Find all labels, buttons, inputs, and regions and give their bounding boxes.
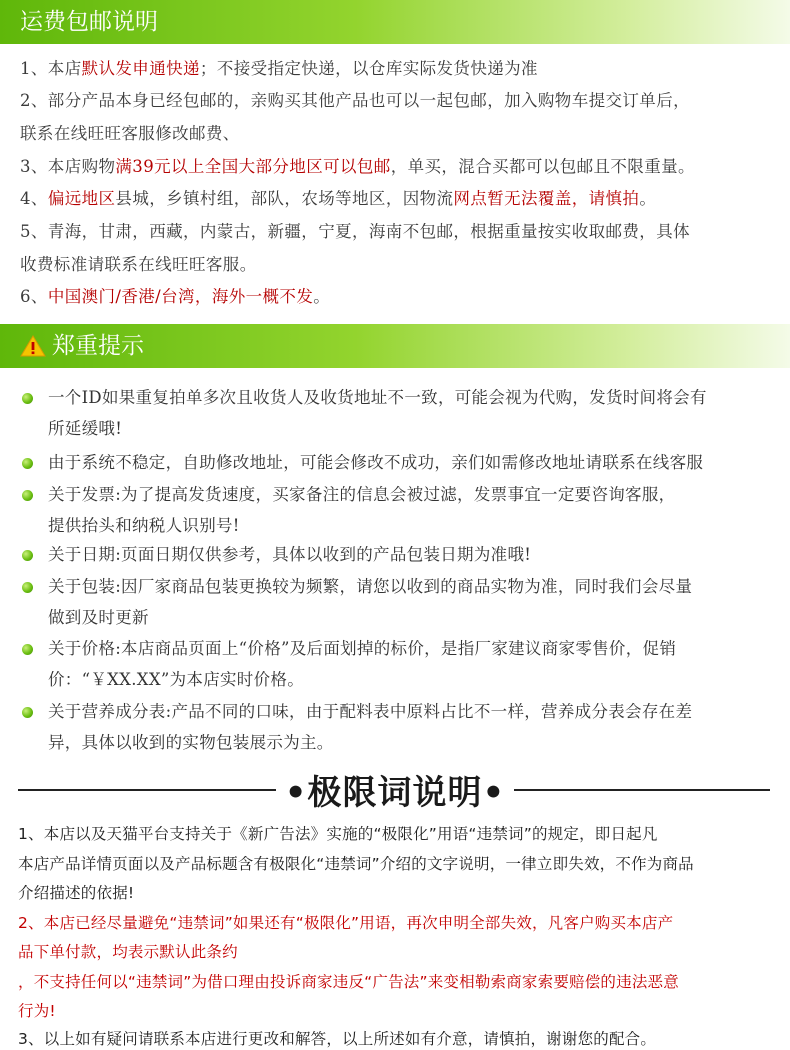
- line-text: 4、: [20, 189, 48, 208]
- line-text: 6、: [20, 287, 48, 306]
- limit-line: 3、以上如有疑问请联系本店进行更改和解答，以上所述如有介意，请慎拍，谢谢您的配合。: [18, 1030, 657, 1048]
- line-text: 1、本店: [20, 59, 82, 78]
- notice-banner: [0, 324, 790, 368]
- line-text: ，单买，混合买都可以包邮且不限重量。: [390, 157, 695, 176]
- line-text: 5、青海，甘肃，西藏，内蒙古，新疆，宁夏，海南不包邮，根据重量按实收取邮费，具体: [20, 222, 690, 241]
- divider-right: [514, 789, 770, 791]
- shipping-line: [20, 283, 330, 307]
- notice-text: 一个ID如果重复拍单多次且收货人及收货地址不一致，可能会视为代购，发货时间将会有: [48, 388, 707, 407]
- highlight-text: 满39元以上全国大部分地区可以包邮: [115, 157, 391, 176]
- limit-title: •极限词说明•: [284, 773, 506, 813]
- shipping-line: [20, 153, 695, 177]
- bullet-icon: [22, 707, 33, 718]
- highlight-text: 偏远地区: [47, 189, 116, 208]
- notice-text: 异，具体以收到的实物包装展示为主。: [48, 733, 334, 752]
- line-text: 。: [313, 287, 331, 306]
- shipping-banner: [0, 0, 790, 44]
- line-text: 收费标准请联系在线旺旺客服。: [20, 255, 257, 274]
- bullet-icon: [22, 490, 33, 501]
- shipping-line: [20, 120, 240, 144]
- highlight-text: 中国澳门/香港/台湾，海外一概不发: [47, 287, 314, 306]
- notice-text: 关于营养成分表:产品不同的口味，由于配料表中原料占比不一样，营养成分表会存在差: [48, 702, 693, 721]
- divider-left: [18, 789, 276, 791]
- notice-title: 郑重提示: [52, 333, 144, 359]
- notice-text: 由于系统不稳定，自助修改地址，可能会修改不成功，亲们如需修改地址请联系在线客服: [48, 453, 704, 472]
- limit-line: 1、本店以及天猫平台支持关于《新广告法》实施的“极限化”用语“违禁词”的规定，即日起凡: [18, 825, 658, 843]
- shipping-line: [20, 87, 690, 111]
- highlight-text: 网点暂无法覆盖，请慎拍: [453, 189, 640, 208]
- limit-line: 品下单付款，均表示默认此条约: [18, 943, 238, 961]
- limit-line: 行为!: [18, 1002, 56, 1020]
- line-text: 联系在线旺旺客服修改邮费、: [20, 124, 240, 143]
- notice-text: 关于日期:页面日期仅供参考，具体以收到的产品包装日期为准哦!: [48, 545, 532, 564]
- bullet-icon: [22, 582, 33, 593]
- line-text: 3、本店购物: [20, 157, 116, 176]
- notice-text: 关于发票:为了提高发货速度，买家备注的信息会被过滤，发票事宜一定要咨询客服，: [48, 485, 676, 504]
- line-text: ；不接受指定快递，以仓库实际发货快递为准: [199, 59, 538, 78]
- limit-line: ，不支持任何以“违禁词”为借口理由投诉商家违反“广告法”来变相勒索商家索要赔偿的违法恶意: [18, 973, 679, 991]
- highlight-text: 默认发申通快递: [81, 59, 200, 78]
- shipping-line: [20, 55, 538, 79]
- limit-line: 介绍描述的依据!: [18, 884, 135, 902]
- notice-text: 价：“￥XX.XX”为本店实时价格。: [48, 670, 305, 689]
- bullet-icon: [22, 550, 33, 561]
- limit-line: 本店产品详情页面以及产品标题含有极限化“违禁词”介绍的文字说明，一律立即失效，不作为商品: [18, 855, 694, 873]
- notice-text: 做到及时更新: [48, 608, 149, 627]
- bullet-icon: [22, 644, 33, 655]
- notice-text: 关于价格:本店商品页面上“价格”及后面划掉的标价，是指厂家建议商家零售价，促销: [48, 639, 677, 658]
- bullet-icon: [22, 458, 33, 469]
- bullet-icon: [22, 393, 33, 404]
- notice-text: 所延缓哦!: [48, 419, 123, 438]
- line-text: 县城，乡镇村组，部队，农场等地区，因物流: [115, 189, 454, 208]
- shipping-title: 运费包邮说明: [20, 9, 158, 35]
- notice-text: 关于包装:因厂家商品包装更换较为频繁，请您以收到的商品实物为准，同时我们会尽量: [48, 577, 693, 596]
- warning-icon: [20, 335, 46, 357]
- notice-text: 提供抬头和纳税人识别号!: [48, 516, 240, 535]
- limit-line: 2、本店已经尽量避免“违禁词”如果还有“极限化”用语，再次申明全部失效，凡客户购买本店产: [18, 914, 674, 932]
- shipping-line: [20, 218, 690, 242]
- line-text: 2、部分产品本身已经包邮的，亲购买其他产品也可以一起包邮，加入购物车提交订单后，: [20, 91, 690, 110]
- shipping-line: [20, 185, 656, 209]
- line-text: 。: [639, 189, 657, 208]
- shipping-line: [20, 251, 257, 275]
